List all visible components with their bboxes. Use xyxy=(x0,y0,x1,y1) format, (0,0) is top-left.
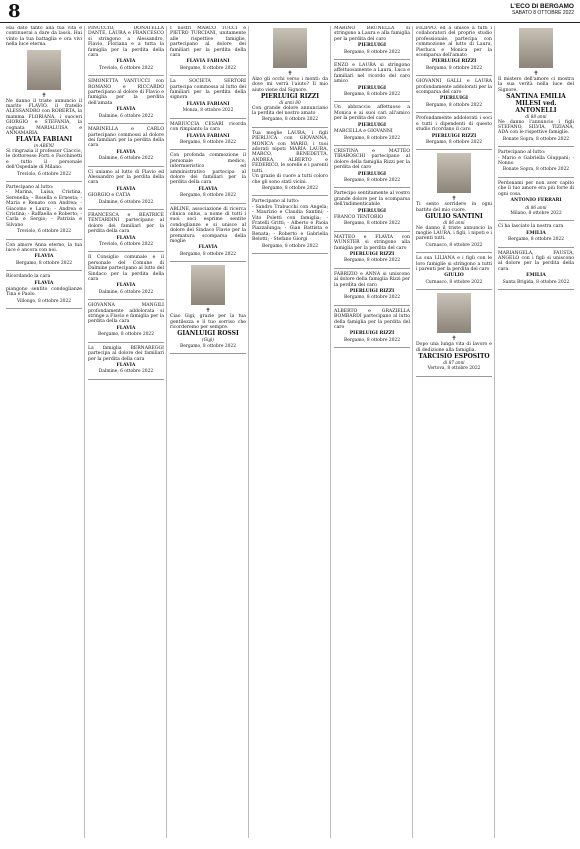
divider xyxy=(88,166,164,167)
masthead xyxy=(510,3,574,17)
place-date: Bergamo, 8 ottobre 2022 xyxy=(425,102,483,108)
place-date: Dalmine, 6 ottobre 2022 xyxy=(98,113,154,119)
place-date: Bergamo, 8 ottobre 2022 xyxy=(343,295,401,301)
obituary-notice xyxy=(416,256,492,285)
notice-text: GIOVANNI GALLI e LAURA profondamente addolorati per la scomparsa del caro xyxy=(416,79,492,96)
notice-text: La famiglia BERNAREGGI partecipa al dolore dei familiari per la perdita della cara xyxy=(88,345,164,362)
divider xyxy=(334,305,410,306)
column-5 xyxy=(334,26,413,838)
place-date: Bergamo, 8 ottobre 2022 xyxy=(343,49,401,55)
place-date: Bergamo, 8 ottobre 2022 xyxy=(261,185,319,191)
place-date: Milano, 8 ottobre 2022 xyxy=(510,210,562,216)
divider xyxy=(252,127,328,128)
notice-extra: Un grazie di cuore a tutti coloro che gli sono stati vicini. xyxy=(252,174,328,185)
place-date: Bergamo, 8 ottobre 2022 xyxy=(425,139,483,145)
portrait-photo xyxy=(519,28,553,68)
place-date: Bergamo, 8 ottobre 2022 xyxy=(343,135,401,141)
deceased-name: PIERLUIGI RIZZI xyxy=(431,59,477,65)
obituary-notice xyxy=(170,26,246,71)
deceased-name: TARCISIO ESPOSITO xyxy=(418,353,490,360)
divider xyxy=(88,123,164,124)
notice-text: MARINELLA e CARLO partecipano commossi al dolore dei familiari per la perdita della cara xyxy=(88,127,164,149)
cross-icon: ✝ xyxy=(451,335,457,343)
obituary-notice xyxy=(88,303,164,337)
deceased-name: PIERLUIGI xyxy=(357,208,387,214)
place-date: Bergamo, 8 ottobre 2022 xyxy=(179,343,237,349)
place-date: Bergamo, 8 ottobre 2022 xyxy=(261,117,319,123)
notice-text: - Marina, Luisa, Cristina, Serenella; - Rosella e Ernesta; - Maria e Renato con Andrea; - Giacomo e Laura; - Andrea e Cristina; - Raffaella e Roberto; - Carla e Sergio; - Patrizia e Silvano xyxy=(6,190,82,228)
notice-intro: Hai dato tanto alla tua vita e continuerai a dare da lassù. Hai vinto la tua battaglia e ora vivi nella luce eterna. xyxy=(6,26,82,48)
cross-icon: ✝ xyxy=(205,307,211,315)
obituary-notice xyxy=(170,153,246,198)
deceased-name: GIANLUIGI ROSSI xyxy=(177,330,239,338)
notice-text: FABRIZIO e ANNA si uniscono al dolore della famiglia Rizzi per la perdita del caro xyxy=(334,271,410,288)
deceased-name: FLAVIA FABIANI xyxy=(186,101,230,107)
deceased-name: FLAVIA xyxy=(198,186,218,192)
place-date: Bonate Sopra, 8 ottobre 2022 xyxy=(502,136,570,142)
deceased-subtitle: in ABENI xyxy=(34,143,54,149)
deceased-subtitle: di anni 80 xyxy=(279,100,301,106)
divider xyxy=(498,177,574,178)
obituary-notice xyxy=(170,207,246,258)
notice-text: MARINO BRUNELLA si stringono a Laura e alla famiglia per la perdita del caro xyxy=(334,26,410,42)
column-6 xyxy=(416,26,495,838)
obituary-notice xyxy=(6,185,82,235)
notice-text: La sua LILIANA e i figli con le loro famiglie si stringono a tutti i parenti per la perdita del caro xyxy=(416,256,492,272)
divider xyxy=(416,376,492,377)
obituary-notice xyxy=(334,105,410,140)
divider xyxy=(88,209,164,210)
column-4 xyxy=(252,26,331,838)
place-date: Dalmine, 6 ottobre 2022 xyxy=(98,369,154,375)
divider xyxy=(88,75,164,76)
place-date: Bonate Sopra, 8 ottobre 2022 xyxy=(502,167,570,173)
notice-text: Profondamente addolorati i soci e tutti i dipendenti di questo studio ricordano il caro xyxy=(416,116,492,133)
place-date: Treviolo, 6 ottobre 2022 xyxy=(16,171,72,177)
column-1 xyxy=(6,26,85,838)
notice-text: La SOCIETÀ SERTORI partecipa commossa al lutto dei familiari per la perdita della signora xyxy=(170,79,246,101)
divider xyxy=(334,145,410,146)
deceased-name: PIERLUIGI xyxy=(357,122,387,128)
place-date: Vertova, 8 ottobre 2022 xyxy=(427,366,481,372)
divider xyxy=(334,268,410,269)
deceased-name: FLAVIA xyxy=(34,280,54,286)
notice-intro: Partecipano al lutto: xyxy=(6,184,54,190)
deceased-name: PIERLUIGI RIZZI xyxy=(349,289,395,295)
place-date: Bergamo, 8 ottobre 2022 xyxy=(15,260,73,266)
divider xyxy=(170,353,246,354)
notice-text: Dopo una lunga vita di lavoro e di dedizione alla famiglia. xyxy=(416,342,492,353)
obituary-notice xyxy=(6,243,82,267)
notice-text: MATTEO e FLAVIA con WUNSTER si stringono alla famiglia per la perdita del caro xyxy=(334,234,410,251)
divider xyxy=(6,239,82,240)
obituary-notice xyxy=(498,181,574,216)
deceased-name: PIERLUIGI RIZZI xyxy=(431,133,477,139)
place-date: Curnasco, 8 ottobre 2022 xyxy=(425,279,483,285)
obituary-notice xyxy=(88,26,164,71)
obituary-notice xyxy=(498,251,574,285)
page-header xyxy=(0,0,580,23)
notice-text: Ti sento sorridere in ogni battito del mio cuore. xyxy=(416,202,492,213)
deceased-name: SANTINA EMILIA MILESI ved. ANTONELLI xyxy=(506,93,566,115)
notice-extra: MARCELLA e GIOVANNI xyxy=(334,129,393,135)
obituary-notice xyxy=(334,235,410,264)
obituary-notice xyxy=(416,153,492,248)
deceased-name: ANTONIO FERRARI xyxy=(510,198,562,204)
divider xyxy=(498,289,574,290)
notice-text: Perdonami per non aver capito che il tuo amore era più forte di ogni cosa. xyxy=(498,180,574,197)
notice-text: Il Consiglio comunale e il personale del Comune di Dalmine partecipano al lutto del Sindaco per la perdita della cara xyxy=(88,255,164,283)
portrait-photo xyxy=(191,265,225,305)
place-date: Bergamo, 8 ottobre 2022 xyxy=(343,337,401,343)
obituary-notice xyxy=(252,131,328,191)
obituary-notice xyxy=(88,79,164,119)
notice-extra: GIORGIO e CATIA xyxy=(88,193,131,199)
obituary-notice xyxy=(416,79,492,108)
divider xyxy=(88,299,164,300)
obituary-notice xyxy=(416,26,492,71)
obituary-notice xyxy=(334,191,410,226)
notice-text: - Sandro Trabucchi con Angela; - Maurizio e Claudia Santini; - Vito Poletti con famiglia; - Fratelli Gritti; - Alberto e Paola Piazzalunga; - Gian Battista e Renata; - Roberto e Gabriella Belotti; - Stefano Giorgi xyxy=(252,204,328,243)
deceased-name: EMILIA xyxy=(526,273,546,279)
place-date: Bergamo, 8 ottobre 2022 xyxy=(343,221,401,227)
notice-text: MARIANGELA, FAUSTA, ANGELO con i figli si uniscono al dolore per la perdita della cara xyxy=(498,250,574,272)
place-date: Villongo, 8 ottobre 2022 xyxy=(16,298,72,304)
obituary-notice xyxy=(170,122,246,146)
notice-text: Partecipo sentitamente al vostro grande dolore per la scomparsa dell'indimenticabile xyxy=(334,191,410,208)
divider xyxy=(334,347,410,348)
place-date: Santa Brigida, 8 ottobre 2022 xyxy=(502,279,570,285)
divider xyxy=(416,75,492,76)
portrait-photo xyxy=(273,28,307,68)
deceased-name: FLAVIA xyxy=(116,149,136,155)
deceased-name: PIERLUIGI xyxy=(439,96,469,102)
cross-icon: ✝ xyxy=(287,70,293,77)
deceased-name: FLAVIA xyxy=(116,362,136,368)
notice-text: Un abbraccio affettuoso a Monica e ai suoi cari all'amico per la perdita del caro xyxy=(334,105,410,122)
deceased-subtitle: (Gigi) xyxy=(202,337,214,343)
portrait-photo xyxy=(27,50,61,90)
obituary-notice xyxy=(334,309,410,343)
divider xyxy=(334,59,410,60)
cross-icon: ✝ xyxy=(41,91,47,99)
deceased-name: FLAVIA FABIANI xyxy=(15,136,73,144)
cross-icon: ✝ xyxy=(451,195,457,203)
notice-text: CRISTINA e MATTEO TIRABOSCHI partecipano al dolore della famiglia Rizzi per la perdita del caro xyxy=(334,148,410,171)
deceased-name: FLAVIA xyxy=(198,245,218,251)
deceased-name: PIERLUIGI xyxy=(357,43,387,49)
obituary-notice xyxy=(88,170,164,205)
deceased-name: PIERLUIGI RIZZI xyxy=(349,331,395,337)
notice-text: SIMONETTA VANTUCCI con ROMANO e RICCARDO partecipano al dolore di Flavio e famiglia per la perdita dell'amata xyxy=(88,79,164,106)
place-date: Bergamo, 8 ottobre 2022 xyxy=(261,243,319,249)
obituary-notice xyxy=(334,149,410,183)
place-date: Treviolo, 6 ottobre 2022 xyxy=(98,242,154,247)
place-date: Bergamo, 8 ottobre 2022 xyxy=(343,258,401,264)
divider xyxy=(88,379,164,380)
place-date: Curnasco, 8 ottobre 2022 xyxy=(425,242,483,248)
cross-icon: ✝ xyxy=(533,70,539,77)
divider xyxy=(170,261,246,262)
obituary-notice xyxy=(252,199,328,249)
notice-text: ABLINE, associazione di ricerca clinica onlus, a nome di tutti i suoi soci esprime sentite condoglianze e si unisce al dolore del Sindaco Flavio per la prematura scomparsa della moglie xyxy=(170,206,246,244)
notice-extra: Ne danno l'annuncio i figli STEFANO, SILVIA, TIZIANA, ADA con le rispettive famiglie. xyxy=(498,119,574,136)
notice-text: Ciao Gigi, grazie per la tua gentilezza e il tuo sorriso che ricorderemo per sempre. xyxy=(170,314,246,331)
notice-text: Con profonda commozione il personale medico, infermieristico ed amministrativo partecipa al dolore dei familiari per la perdita della cara xyxy=(170,153,246,186)
obituary-notice xyxy=(88,255,164,295)
page-number: 8 xyxy=(8,1,21,22)
divider xyxy=(498,247,574,248)
obituary-notice xyxy=(498,224,574,242)
notice-text: FRANCESCA e BEATRICE TENTARDINI partecipano al dolore dei familiari per la perdita della cara xyxy=(88,212,164,235)
divider xyxy=(334,101,410,102)
place-date: Dalmine, 6 ottobre 2022 xyxy=(98,199,154,205)
deceased-subtitle: di 86 anni xyxy=(525,204,547,210)
place-date: Bergamo, 8 ottobre 2022 xyxy=(179,65,237,71)
obituary-notice xyxy=(498,28,574,142)
notice-text: ALBERTO e GRAZIELLA BOMBARDI partecipano al lutto della famiglia per la perdita del caro xyxy=(334,308,410,331)
notice-text: Con amore Anna eterno, la tua luce è ancora con noi. xyxy=(6,242,82,253)
notice-text: - Mario e Gabriella Giuppani; - Nonno xyxy=(498,155,574,167)
deceased-name: EMILIA xyxy=(526,230,546,236)
deceased-subtitle: di 87 anni xyxy=(443,360,465,365)
notice-text: GIOVANNA MANGILI profondamente addolorata si stringe a Flavio e famiglia per la perdita della cara xyxy=(88,303,164,325)
divider xyxy=(88,251,164,252)
place-date: Bergamo, 8 ottobre 2022 xyxy=(179,139,237,145)
divider xyxy=(498,220,574,221)
deceased-name: FLAVIA xyxy=(116,186,136,192)
column-7 xyxy=(498,26,574,838)
deceased-name: PIERLUIGI xyxy=(357,85,387,91)
place-date: Bergamo, 8 ottobre 2022 xyxy=(343,92,401,98)
column-3 xyxy=(170,26,249,838)
deceased-name: FLAVIA xyxy=(116,283,136,289)
notice-text: ENZO e LAURA si stringono affettuosamente a Laura, Luca e familiari nel ricordo del caro amico xyxy=(334,63,410,85)
place-date: Treviolo, 6 ottobre 2022 xyxy=(98,65,154,71)
notice-text: Ne danno il triste annuncio il marito FLAVIO, il fratello ALESSANDRO con ROBERTA, la mamma FLORIANA, i suoceri GIORGIO e STEFANIA, la cognata MARIALUISA e ANNAMARIA. xyxy=(6,98,82,137)
column-2 xyxy=(88,26,167,838)
divider xyxy=(416,289,492,290)
deceased-name: GIULIO SANTINI xyxy=(425,213,483,221)
portrait-photo xyxy=(437,293,471,333)
deceased-name: FLAVIA FABIANI xyxy=(186,59,230,65)
notice-text: Alzo gli occhi verso i monti: da dove mi verrà l'aiuto? Il mio aiuto viene dal Signore. xyxy=(252,77,328,93)
place-date: Monza, 8 ottobre 2022 xyxy=(182,108,234,114)
place-date: Dalmine, 6 ottobre 2022 xyxy=(98,156,154,162)
place-date: Dalmine, 6 ottobre 2022 xyxy=(98,289,154,295)
notice-intro: Partecipano al lutto: xyxy=(252,199,300,205)
deceased-name: FLAVIA FABIANI xyxy=(186,133,230,139)
obituary-notice xyxy=(334,63,410,97)
deceased-name: FLAVIA xyxy=(116,59,136,65)
deceased-name: PIERLUIGI xyxy=(357,171,387,177)
obituary-notice xyxy=(252,28,328,123)
notice-intro: Partecipano al lutto: xyxy=(498,150,546,156)
obituary-notice xyxy=(334,272,410,301)
divider xyxy=(6,270,82,271)
deceased-name: FLAVIA xyxy=(34,254,54,260)
place-date: Bergamo, 8 ottobre 2022 xyxy=(425,65,483,71)
obituary-notice xyxy=(170,265,246,349)
portrait-photo xyxy=(437,153,471,193)
divider xyxy=(416,252,492,253)
obituary-notice xyxy=(416,293,492,372)
place-date: Bergamo, 8 ottobre 2022 xyxy=(97,332,155,338)
place-date: Bergamo, 8 ottobre 2022 xyxy=(507,237,565,243)
divider xyxy=(170,118,246,119)
masthead-title: L'ECO DI BERGAMO xyxy=(510,3,574,10)
divider xyxy=(416,149,492,150)
deceased-name: FLAVIA xyxy=(116,107,136,113)
obituary-notice xyxy=(170,79,246,113)
notice-extra: FRANCO TENTORIO xyxy=(334,214,384,220)
notice-text: Ricordando la cara xyxy=(6,274,51,280)
obituary-columns xyxy=(6,26,574,838)
notice-text-2: Con grande dolore annunciano la perdita del nostro amato xyxy=(252,105,328,117)
divider xyxy=(416,112,492,113)
obituary-notice xyxy=(6,274,82,304)
obituary-notice xyxy=(88,346,164,375)
obituary-notice xyxy=(6,26,82,177)
obituary-notice xyxy=(88,213,164,247)
obituary-notice xyxy=(416,116,492,145)
divider xyxy=(334,187,410,188)
deceased-name: PIERLUIGI RIZZI xyxy=(349,252,395,257)
notice-text: Tua moglie LAURA, i figli PIERLUCA con GIOVANNA, MONICA con MARIO, i tuoi adorati nipoti MARIA LAURA, MARCO, BENEDETTA, ANDREA, ALBERTO e FEDERICO, le sorelle e i parenti tutti. xyxy=(252,130,328,174)
obituary-notice xyxy=(498,150,574,173)
divider xyxy=(6,181,82,182)
divider xyxy=(252,253,328,254)
divider xyxy=(170,75,246,76)
deceased-subtitle: di 86 anni xyxy=(443,220,465,226)
divider xyxy=(498,146,574,147)
obituary-notice xyxy=(334,26,410,55)
deceased-subtitle: di 88 anni xyxy=(525,114,547,120)
divider xyxy=(334,231,410,232)
notice-extra: Si ringrazia il professor Ciaccio, le dottoresse Forti e Facchinetti e tutto il personale dell'Ospedale di Milano. xyxy=(6,148,82,171)
issue-date: SABATO 8 OTTOBRE 2022 xyxy=(512,10,574,16)
notice-text: Ci ha lasciato la nostra cara xyxy=(498,224,564,230)
divider xyxy=(170,203,246,204)
divider xyxy=(170,149,246,150)
notice-extra: Ne danno il triste annuncio la moglie LAURA, i figli, i nipoti e i parenti tutti. xyxy=(416,225,492,242)
deceased-name: FLAVIA xyxy=(116,235,136,241)
notice-extra: piangono sentito condoglianze Tina e Paolo. xyxy=(6,287,82,298)
divider xyxy=(6,308,82,309)
notice-text: Ci uniamo al lutto di Flavio ed Alessandro per la perdita della cara xyxy=(88,169,164,186)
notice-text: FILIPPO, ed a unisce a tutti i collaboratori del proprio studio professionale, partecipa con commozione al lutto di Laura, Pierluca e Monica per la scomparsa dell'amato xyxy=(416,26,492,59)
notice-text: MARIUCCIA CESARI ricorda con rimpianto la cara xyxy=(170,121,246,133)
deceased-name: GIULIO xyxy=(444,273,464,279)
deceased-name: FLAVIA xyxy=(116,325,136,331)
divider xyxy=(88,342,164,343)
notice-text: Il mistero dell'amore ci mostra la sua verità nella luce del Signore. xyxy=(498,77,574,93)
place-date: Bergamo, 8 ottobre 2022 xyxy=(179,193,237,199)
deceased-name: PIERLUIGI RIZZI xyxy=(260,93,320,101)
place-date: Bergamo, 8 ottobre 2022 xyxy=(343,177,401,183)
notice-text: I nostri MARCO TUCCI e PIETRO TURCIANI, unitamente alle rispettive famiglie, partecipano al dolore dei familiari per la perdita della cara xyxy=(170,26,246,59)
obituary-notice xyxy=(88,127,164,161)
place-date: Bergamo, 8 ottobre 2022 xyxy=(179,251,237,257)
divider xyxy=(252,195,328,196)
notice-text: PINUCCIO, DONATELLA DANTE, LAURA e FRANCESCO si stringono a Alessandro, Flavio, Floriana e a tutta la famiglia per la perdita della cara xyxy=(88,26,164,59)
place-date: Treviolo, 6 ottobre 2022 xyxy=(16,229,72,235)
